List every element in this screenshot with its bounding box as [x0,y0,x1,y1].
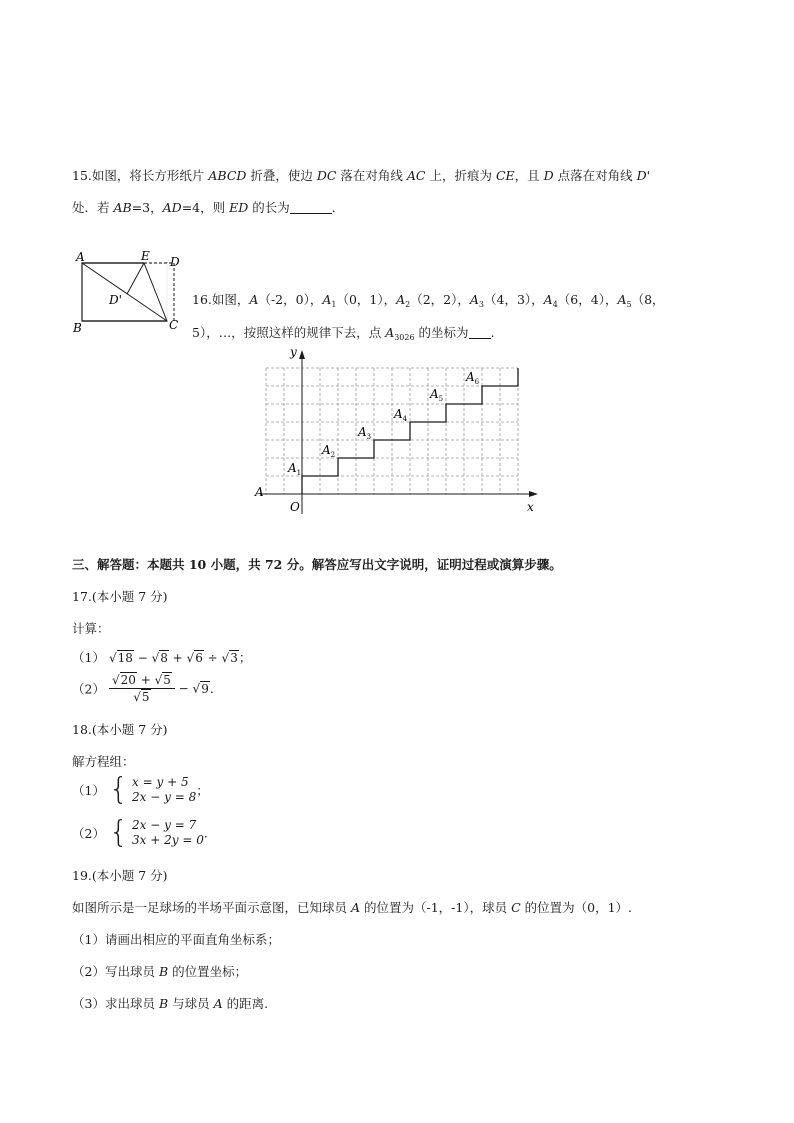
q18-system-2: （2） { 2x − y = 7 3x + 2y = 0 . [72,815,208,850]
q16-line1: 16.如图，A（-2，0），$A_1(0$，1），$A_2(2$，2），$A_3(4$，3），$A_4(6$，4），$A_5(8$， [192,292,665,309]
label-d-prime: D' [109,293,122,307]
q15-number: 15. [72,168,92,183]
q19-part-2: （2）写出球员 B 的位置坐标； [72,964,248,979]
point-a3-label: $A_3$ [358,425,372,441]
grid [266,368,518,494]
point-a1-label: $A_1$ [288,461,302,477]
answer-blank[interactable] [290,213,332,214]
q15-line1: 15.如图，将长方形纸片 ABCD 折叠，使边 DC 落在对角线 AC 上，折痕为 CE，且 D 点落在对角线 D' [72,168,651,183]
label-b: B [73,321,82,335]
q17-prompt: 计算： [72,621,110,636]
q17-header: 17.(本小题 7 分) [72,589,168,604]
label-e: E [141,250,150,263]
q15-line2: 处．若 AB=3，AD=4，则 ED 的长为 ． [72,200,345,215]
q19-part-3: （3）求出球员 B 与球员 A 的距离. [72,996,269,1011]
q18-system-1: （1） { x = y + 5 2x − y = 8 ； [72,772,209,807]
y-axis-arrow-icon [299,350,305,359]
answer-blank[interactable] [469,338,491,339]
q19-part-1: （1）请画出相应的平面直角坐标系； [72,932,280,947]
label-d: D [170,255,180,269]
point-a6-label: $A_6$ [466,370,480,386]
point-a5-label: $A_5$ [430,387,444,403]
x-axis-label: x [527,500,534,514]
label-a: A [76,250,85,264]
q15-rectangle-figure [70,250,190,338]
q17-part-1: （1） √18 − √8 + √6 ÷ √3； [72,650,252,665]
q17-part-1-expression: √18 − √8 + √6 ÷ √3 [108,651,238,665]
x-axis-arrow-icon [529,491,538,497]
q17-part-2: （2） $\frac{√20 + √5}{√5}$ − √9. [72,673,214,704]
q19-header: 19.(本小题 7 分) [72,868,168,883]
y-axis-label: y [290,345,297,359]
q16-number: 16. [192,292,212,307]
q19-intro: 如图所示是一足球场的半场平面示意图，已知球员 A 的位置为（-1，-1），球员 C 的位置为（0，1）. [72,900,633,915]
q17-part-2-fraction: $\frac{√20 + √5}{√5}$ [109,673,175,704]
origin-label: O [290,500,300,514]
point-a-label: A [255,485,264,499]
section-3-title: 三、解答题：本题共 10 小题，共 72 分。解答应写出文字说明，证明过程或演算步骤。 [72,557,562,572]
point-a4-label: $A_4$ [394,407,408,423]
label-c: C [169,318,179,332]
q16-staircase-graph [252,344,542,520]
q18-header: 18.(本小题 7 分) [72,722,168,737]
point-a2-label: $A_2$ [322,443,336,459]
q18-prompt: 解方程组： [72,754,135,769]
q16-line2: 5），…，按照这样的规律下去，点 $A_{3026}$ 的坐标为 . [192,325,495,342]
